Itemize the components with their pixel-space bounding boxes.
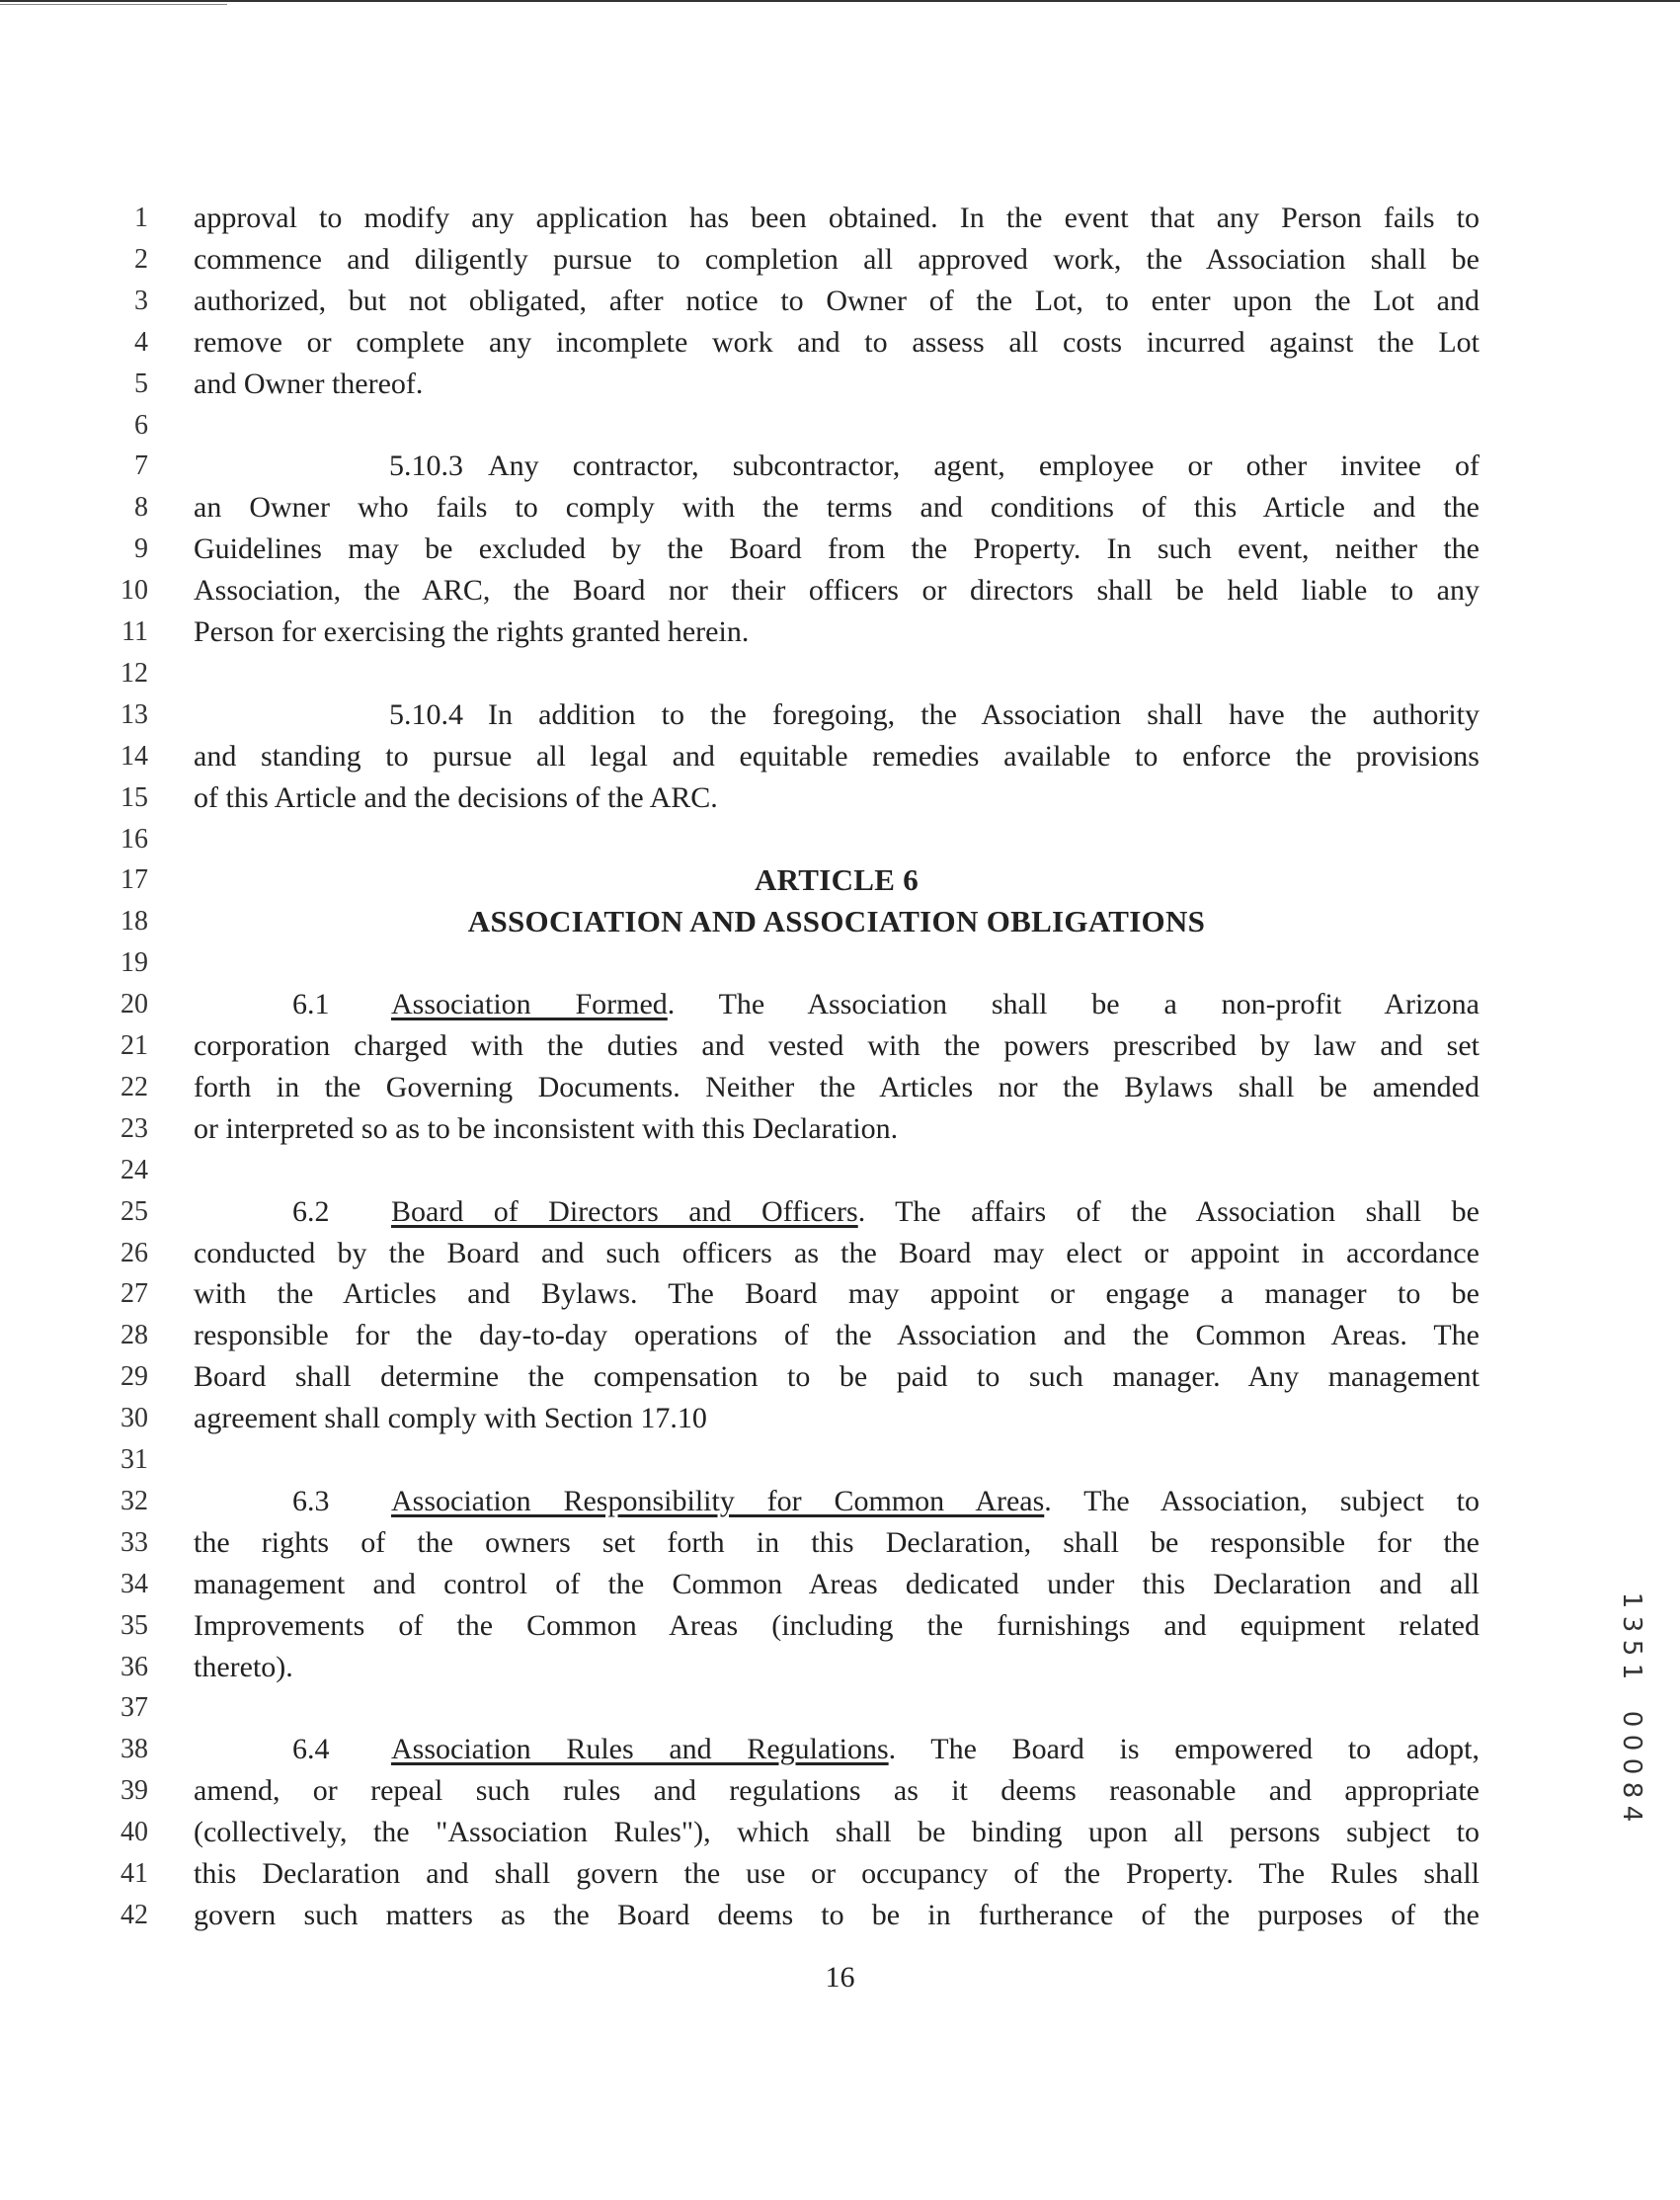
section-text: In addition to the foregoing, the Association shall have the authority [488, 697, 1480, 731]
document-line [0, 1647, 1680, 1688]
line-number: 41 [120, 1858, 148, 1889]
line-number: 42 [120, 1899, 148, 1930]
document-line [0, 1853, 1680, 1895]
body-text-line [194, 819, 1480, 860]
body-text-line: (collectively, the "Association Rules"), which shall be binding upon all persons subject to [194, 1816, 1480, 1849]
section-title: Association Formed [391, 988, 668, 1021]
document-line [0, 1481, 1680, 1522]
document-line [0, 653, 1680, 694]
document-line [0, 1605, 1680, 1647]
line-number: 13 [120, 698, 148, 730]
body-text-line: Improvements of the Common Areas (including the furnishings and equipment related [194, 1608, 1480, 1642]
body-text-line: forth in the Governing Documents. Neither the Articles nor the Bylaws shall be amended [194, 1070, 1480, 1103]
line-number: 7 [134, 450, 148, 482]
line-number: 26 [120, 1237, 148, 1268]
body-text-line: an Owner who fails to comply with the terms and conditions of this Article and the [194, 491, 1480, 525]
body-text-line [194, 1687, 1480, 1729]
stamp-digit: 3 [1617, 1615, 1646, 1633]
document-line [0, 1233, 1680, 1274]
document-line [0, 1812, 1680, 1853]
document-line [0, 1439, 1680, 1481]
document-line [0, 901, 1680, 942]
body-text-line [194, 1439, 1480, 1481]
line-number: 2 [134, 243, 148, 275]
body-text-line: commence and diligently pursue to completion all approved work, the Association shall be [194, 242, 1480, 276]
body-text-line: Board shall determine the compensation to be paid to such manager. Any management [194, 1360, 1480, 1394]
document-line [0, 1895, 1680, 1936]
stamp-digit: 0 [1617, 1734, 1646, 1752]
line-number: 36 [120, 1651, 148, 1682]
line-number: 16 [120, 823, 148, 855]
line-number: 37 [120, 1692, 148, 1724]
document-line [0, 694, 1680, 736]
stamp-digit: 0 [1617, 1710, 1646, 1728]
body-text-line: management and control of the Common Areas dedicated under this Declaration and all [194, 1567, 1480, 1600]
line-number: 24 [120, 1154, 148, 1185]
body-text-line [194, 405, 1480, 447]
document-line [0, 819, 1680, 860]
line-number: 38 [120, 1734, 148, 1765]
document-line [0, 529, 1680, 570]
section-text: . The Association shall be a non-profit Arizona [667, 988, 1480, 1021]
body-text-line [194, 653, 1480, 694]
section-number: 6.3 [292, 1484, 330, 1517]
section-title: Association Responsibility for Common Areas [391, 1484, 1045, 1517]
section-text: Any contractor, subcontractor, agent, employee or other invitee of [488, 449, 1480, 483]
section-number: 5.10.3 [389, 449, 463, 483]
document-line [0, 1025, 1680, 1067]
document-line [0, 1729, 1680, 1770]
section-title: Association Rules and Regulations [391, 1733, 889, 1766]
line-number: 15 [120, 781, 148, 813]
document-line [0, 777, 1680, 819]
line-number: 8 [134, 492, 148, 524]
line-number: 31 [120, 1444, 148, 1475]
line-number: 30 [120, 1403, 148, 1434]
section-first-line [194, 446, 1480, 487]
stamp-digit: 0 [1617, 1757, 1646, 1775]
line-number: 12 [120, 657, 148, 689]
line-number: 22 [120, 1071, 148, 1102]
section-number: 6.2 [292, 1194, 330, 1228]
body-text-line: Guidelines may be excluded by the Board from the Property. In such event, neither the [194, 532, 1480, 566]
body-text-line: the rights of the owners set forth in this Declaration, shall be responsible for the [194, 1525, 1480, 1559]
section-first-line [194, 694, 1480, 736]
document-line [0, 1191, 1680, 1233]
body-text-line: amend, or repeal such rules and regulations as it deems reasonable and appropriate [194, 1774, 1480, 1808]
document-line [0, 322, 1680, 364]
body-text-line [194, 1150, 1480, 1191]
section-number: 6.4 [292, 1733, 330, 1766]
document-line [0, 239, 1680, 281]
line-number: 14 [120, 740, 148, 772]
recording-stamp [1612, 1589, 1651, 1826]
line-number: 40 [120, 1817, 148, 1848]
body-text-line: or interpreted so as to be inconsistent with this Declaration. [194, 1111, 899, 1145]
body-text-line [194, 942, 1480, 984]
document-line [0, 1398, 1680, 1439]
document-line [0, 570, 1680, 611]
document-line [0, 446, 1680, 487]
section-first-line [194, 1481, 1480, 1522]
line-number: 29 [120, 1361, 148, 1393]
document-line [0, 1108, 1680, 1150]
line-number: 33 [120, 1526, 148, 1558]
page-number: 16 [825, 1961, 855, 1994]
section-number: 6.1 [292, 988, 330, 1021]
line-number: 9 [134, 533, 148, 565]
section-text: . The Board is empowered to adopt, [888, 1733, 1480, 1766]
stamp-digit: 5 [1617, 1639, 1646, 1657]
body-text-line: approval to modify any application has been obtained. In the event that any Person fails to [194, 202, 1480, 234]
section-text: . The Association, subject to [1044, 1484, 1480, 1517]
document-line [0, 1067, 1680, 1108]
body-text-line: of this Article and the decisions of the ARC. [194, 780, 718, 814]
body-text-line: and standing to pursue all legal and equitable remedies available to enforce the provisions [194, 739, 1480, 773]
stamp-digit: 4 [1617, 1805, 1646, 1823]
document-line [0, 736, 1680, 777]
line-number: 11 [121, 616, 148, 647]
line-number: 25 [120, 1195, 148, 1227]
body-text-line: thereto). [194, 1650, 293, 1683]
section-title: Board of Directors and Officers [391, 1194, 858, 1228]
line-number: 17 [120, 864, 148, 896]
line-number: 39 [120, 1775, 148, 1807]
line-number: 19 [120, 947, 148, 979]
body-text-line: and Owner thereof. [194, 367, 424, 400]
body-text-line: Association, the ARC, the Board nor their officers or directors shall be held liable to any [194, 574, 1480, 608]
document-line [0, 405, 1680, 447]
stamp-digit: 8 [1617, 1781, 1646, 1799]
article-title: ASSOCIATION AND ASSOCIATION OBLIGATIONS [467, 904, 1206, 939]
document-line [0, 281, 1680, 322]
stamp-digit: 1 [1617, 1663, 1646, 1680]
body-text-line: Person for exercising the rights granted herein. [194, 615, 750, 648]
body-text-line: responsible for the day-to-day operations of the Association and the Common Areas. The [194, 1319, 1480, 1352]
document-line [0, 1770, 1680, 1812]
body-text-line: this Declaration and shall govern the use or occupancy of the Property. The Rules shall [194, 1857, 1480, 1890]
line-number: 3 [134, 285, 148, 316]
document-line [0, 1687, 1680, 1729]
line-number: 32 [120, 1485, 148, 1516]
line-number: 1 [134, 203, 148, 233]
line-number: 20 [120, 989, 148, 1020]
document-line [0, 1522, 1680, 1564]
body-text-line: authorized, but not obligated, after notice to Owner of the Lot, to enter upon the Lot and [194, 284, 1480, 317]
body-text-line: agreement shall comply with Section 17.10 [194, 1402, 707, 1435]
article-number: ARTICLE 6 [754, 862, 920, 898]
line-number: 21 [120, 1030, 148, 1061]
body-text-line: remove or complete any incomplete work and to assess all costs incurred against the Lot [194, 325, 1480, 359]
document-line [0, 1315, 1680, 1356]
line-number: 18 [120, 906, 148, 937]
section-first-line [194, 1191, 1480, 1233]
document-line [0, 859, 1680, 901]
document-line [0, 1150, 1680, 1191]
line-number: 6 [134, 409, 148, 441]
line-number: 28 [120, 1320, 148, 1351]
line-number: 23 [120, 1112, 148, 1144]
line-number: 27 [120, 1278, 148, 1310]
document-line [0, 1356, 1680, 1398]
document-line [0, 364, 1680, 405]
document-line [0, 984, 1680, 1025]
section-number: 5.10.4 [389, 697, 463, 731]
document-line [0, 1564, 1680, 1605]
document-line [0, 942, 1680, 984]
document-line [0, 487, 1680, 529]
section-text: . The affairs of the Association shall be [857, 1194, 1480, 1228]
body-text-line: corporation charged with the duties and vested with the powers prescribed by law and set [194, 1029, 1480, 1062]
line-number: 34 [120, 1568, 148, 1599]
document-line [0, 1273, 1680, 1315]
line-number: 4 [134, 326, 148, 358]
line-number: 10 [120, 575, 148, 607]
body-text-line: with the Articles and Bylaws. The Board may appoint or engage a manager to be [194, 1277, 1480, 1311]
line-number: 5 [134, 367, 148, 399]
document-line [0, 198, 1680, 239]
section-first-line [194, 1729, 1480, 1770]
stamp-digit: 1 [1617, 1591, 1646, 1609]
line-number: 35 [120, 1609, 148, 1641]
section-first-line [194, 984, 1480, 1025]
body-text-line: conducted by the Board and such officers as the Board may elect or appoint in accordance [194, 1236, 1480, 1269]
document-line [0, 611, 1680, 653]
body-text-line: govern such matters as the Board deems to be in furtherance of the purposes of the [194, 1898, 1480, 1931]
